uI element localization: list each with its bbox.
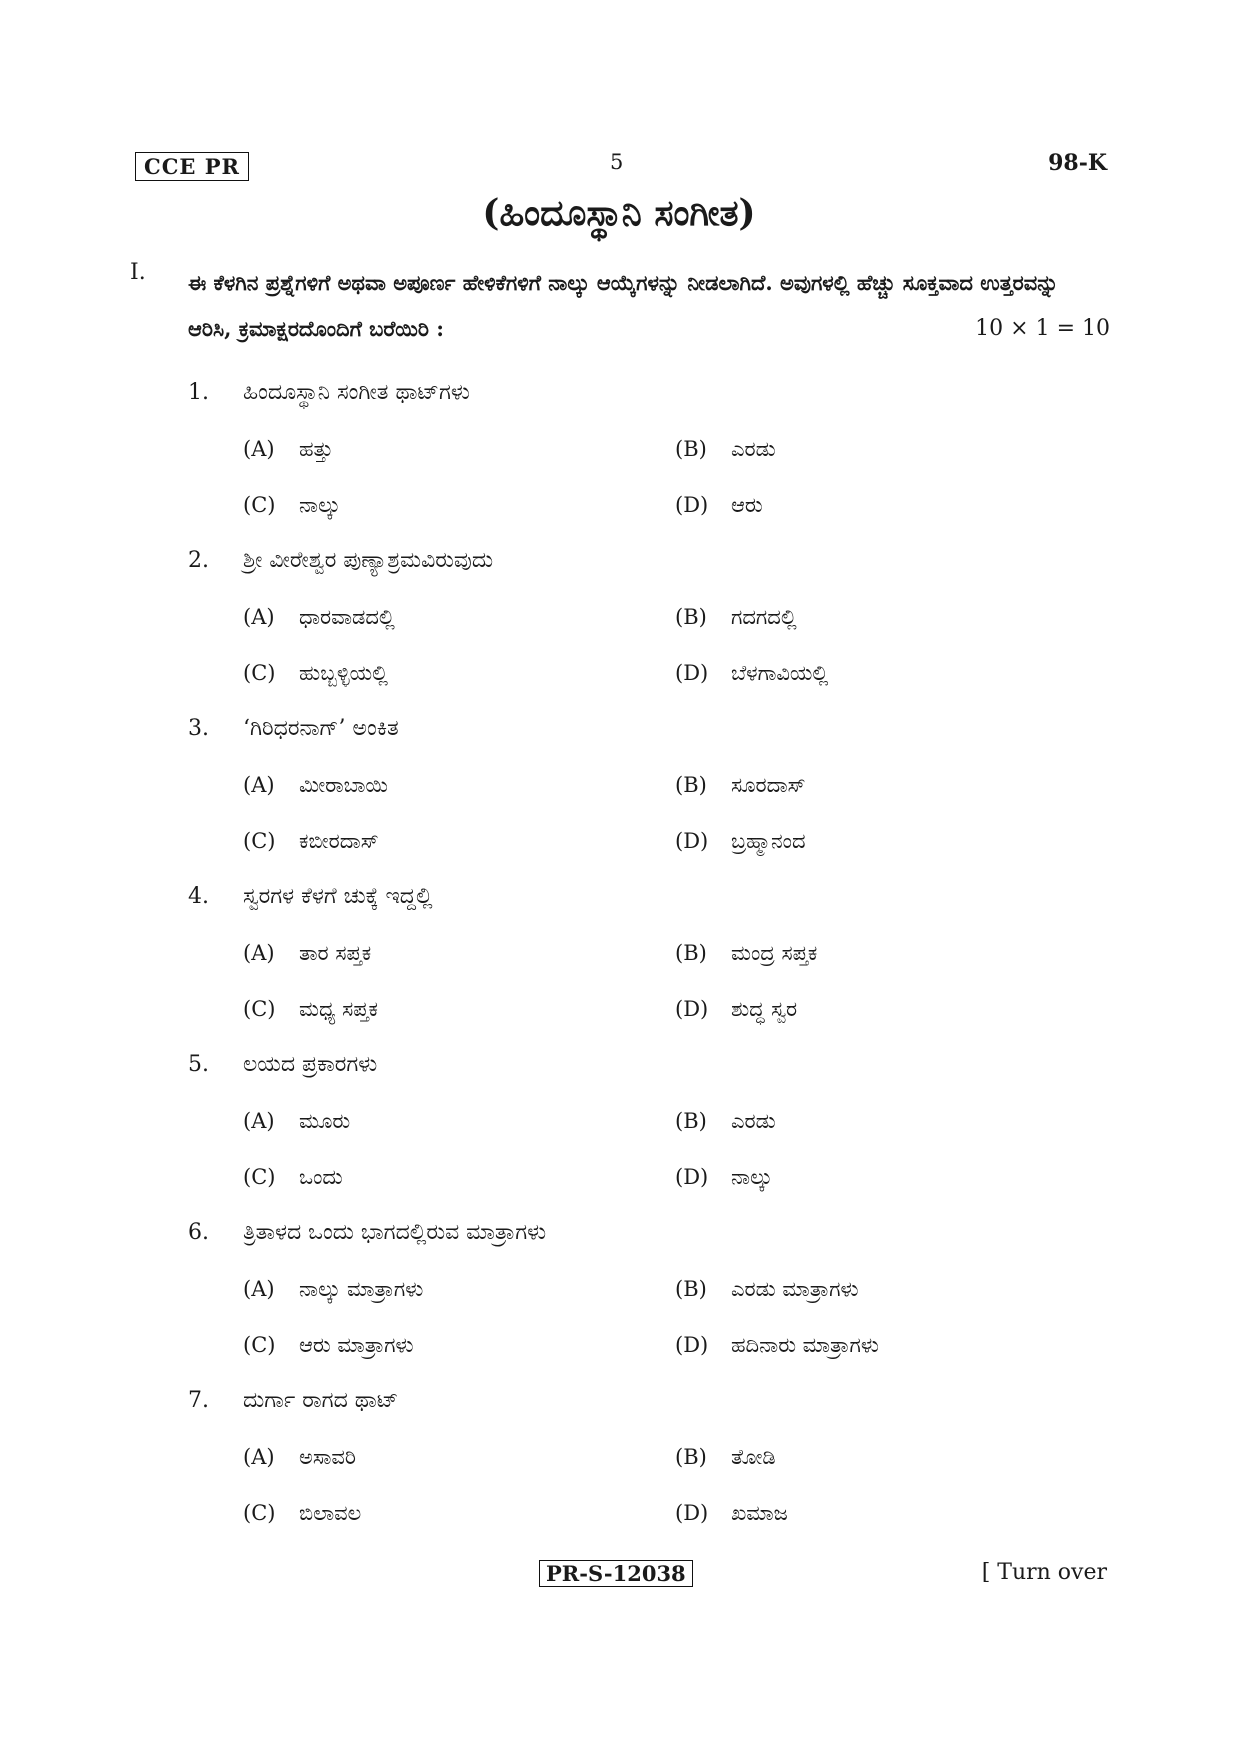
option-label: (C)	[243, 997, 276, 1021]
option-d	[675, 1485, 788, 1541]
question-paper-code: PR-S-12038	[539, 1560, 693, 1587]
option-c	[243, 1149, 343, 1205]
option-text: ಎರಡು ಮಾತ್ರಾಗಳು	[731, 1277, 859, 1301]
option-label: (C)	[243, 1333, 276, 1357]
option-text: ಅಸಾವರಿ	[299, 1445, 356, 1469]
option-text: ನಾಲ್ಕು	[299, 493, 341, 517]
option-text: ಸೂರದಾಸ್	[731, 773, 806, 797]
option-d	[675, 981, 797, 1037]
marks-allocation: 10 × 1 = 10	[975, 316, 1110, 341]
option-label: (C)	[243, 493, 276, 517]
question-list	[188, 365, 1108, 1541]
option-c	[243, 1317, 414, 1373]
option-d	[675, 1317, 879, 1373]
option-text: ಮಂದ್ರ ಸಪ್ತಕ	[731, 941, 818, 965]
question-text: ದುರ್ಗಾ ರಾಗದ ಥಾಟ್	[243, 1388, 399, 1413]
question-1	[188, 365, 1108, 533]
option-text: ಹದಿನಾರು ಮಾತ್ರಾಗಳು	[731, 1333, 879, 1357]
question-5	[188, 1037, 1108, 1205]
option-label: (A)	[243, 605, 275, 629]
question-text: ಸ್ವರಗಳ ಕೆಳಗೆ ಚುಕ್ಕೆ ಇದ್ದಲ್ಲಿ	[243, 884, 433, 909]
option-text: ಮೀರಾಬಾಯಿ	[299, 773, 388, 797]
option-label: (B)	[675, 941, 707, 965]
option-label: (D)	[675, 997, 709, 1021]
option-text: ಬಿಲಾವಲ	[299, 1501, 362, 1525]
option-label: (B)	[675, 605, 707, 629]
option-text: ಖಮಾಜ	[731, 1501, 788, 1525]
option-c	[243, 981, 378, 1037]
question-text: ಹಿಂದೂಸ್ಥಾನಿ ಸಂಗೀತ ಥಾಟ್‌ಗಳು	[243, 380, 470, 405]
option-text: ಒಂದು	[299, 1165, 343, 1189]
question-text: ತ್ರಿತಾಳದ ಒಂದು ಭಾಗದಲ್ಲಿರುವ ಮಾತ್ರಾಗಳು	[243, 1220, 547, 1245]
option-a	[243, 925, 371, 981]
option-b	[675, 589, 797, 645]
option-label: (D)	[675, 1165, 709, 1189]
option-label: (B)	[675, 1445, 707, 1469]
option-b	[675, 1429, 776, 1485]
option-text: ಬೆಳಗಾವಿಯಲ್ಲಿ	[731, 661, 829, 685]
question-number: 1.	[188, 380, 209, 405]
option-label: (B)	[675, 1277, 707, 1301]
option-d	[675, 1149, 772, 1205]
option-label: (C)	[243, 1501, 276, 1525]
option-label: (A)	[243, 1277, 275, 1301]
question-number: 4.	[188, 884, 209, 909]
option-b	[675, 1093, 776, 1149]
question-7	[188, 1373, 1108, 1541]
instruction-text: ಈ ಕೆಳಗಿನ ಪ್ರಶ್ನೆಗಳಿಗೆ ಅಥವಾ ಅಪೂರ್ಣ ಹೇಳಿಕೆಗಳಿಗೆ ನಾಲ್ಕು ಆಯ್ಕೆಗಳನ್ನು ನೀಡಲಾಗಿದೆ. ಅವುಗಳಲ್ಲಿ ಹೆಚ್ಚು ಸೂಕ್ತವಾದ ಉತ್ತರವನ್ನು ಆರಿಸಿ, ಕ್ರಮಾಕ್ಷರದೊಂದಿಗೆ ಬರೆಯಿರಿ :	[188, 270, 1059, 341]
option-label: (C)	[243, 829, 276, 853]
question-number: 6.	[188, 1220, 209, 1245]
question-number: 5.	[188, 1052, 209, 1077]
question-number: 7.	[188, 1388, 209, 1413]
option-d	[675, 813, 806, 869]
option-d	[675, 477, 763, 533]
option-c	[243, 813, 379, 869]
option-text: ತೋಡಿ	[731, 1445, 776, 1469]
option-c	[243, 477, 340, 533]
option-label: (D)	[675, 1333, 709, 1357]
option-text: ಆರು ಮಾತ್ರಾಗಳು	[299, 1333, 414, 1357]
option-text: ಗದಗದಲ್ಲಿ	[731, 605, 797, 629]
option-text: ಹತ್ತು	[299, 437, 334, 461]
exam-code-box: CCE PR	[135, 152, 249, 181]
option-label: (C)	[243, 661, 276, 685]
option-text: ನಾಲ್ಕು ಮಾತ್ರಾಗಳು	[299, 1277, 424, 1301]
option-text: ಆರು	[731, 493, 763, 517]
option-text: ಎರಡು	[731, 437, 776, 461]
option-a	[243, 589, 395, 645]
option-text: ಮೂರು	[299, 1109, 351, 1133]
question-text: ‘ಗಿರಿಧರನಾಗ್’ ಅಂಕಿತ	[243, 716, 399, 741]
option-label: (D)	[675, 493, 709, 517]
page-footer	[135, 1560, 1107, 1596]
option-a	[243, 757, 388, 813]
option-label: (B)	[675, 1109, 707, 1133]
paper-code: 98-K	[1048, 150, 1107, 176]
question-2	[188, 533, 1108, 701]
option-label: (D)	[675, 829, 709, 853]
option-text: ಹುಬ್ಬಳ್ಳಿಯಲ್ಲಿ	[299, 661, 388, 685]
option-label: (A)	[243, 941, 275, 965]
option-text: ಧಾರವಾಡದಲ್ಲಿ	[299, 605, 395, 629]
question-number: 3.	[188, 716, 209, 741]
option-label: (A)	[243, 1445, 275, 1469]
question-3	[188, 701, 1108, 869]
section-number: I.	[130, 260, 146, 285]
option-c	[243, 645, 388, 701]
option-text: ತಾರ ಸಪ್ತಕ	[299, 941, 372, 965]
page-number: 5	[610, 150, 624, 174]
option-text: ಎರಡು	[731, 1109, 776, 1133]
option-d	[675, 645, 828, 701]
question-4	[188, 869, 1108, 1037]
subject-title: (ಹಿಂದೂಸ್ಥಾನಿ ಸಂಗೀತ)	[482, 192, 756, 234]
option-b	[675, 1261, 859, 1317]
option-label: (D)	[675, 1501, 709, 1525]
option-label: (A)	[243, 437, 275, 461]
option-a	[243, 1429, 356, 1485]
option-label: (A)	[243, 773, 275, 797]
question-number: 2.	[188, 548, 209, 573]
question-text: ಶ್ರೀ ವೀರೇಶ್ವರ ಪುಣ್ಯಾಶ್ರಮವಿರುವುದು	[243, 548, 494, 573]
option-label: (B)	[675, 437, 707, 461]
option-a	[243, 1093, 350, 1149]
option-b	[675, 925, 817, 981]
option-label: (B)	[675, 773, 707, 797]
option-text: ಶುದ್ಧ ಸ್ವರ	[731, 997, 798, 1021]
option-label: (C)	[243, 1165, 276, 1189]
option-a	[243, 421, 333, 477]
option-label: (D)	[675, 661, 709, 685]
option-a	[243, 1261, 423, 1317]
option-c	[243, 1485, 361, 1541]
option-text: ನಾಲ್ಕು	[731, 1165, 773, 1189]
option-label: (A)	[243, 1109, 275, 1133]
question-6	[188, 1205, 1108, 1373]
option-b	[675, 757, 806, 813]
page-header	[135, 150, 1107, 190]
option-text: ಕಬೀರದಾಸ್	[299, 829, 379, 853]
option-b	[675, 421, 776, 477]
question-text: ಲಯದ ಪ್ರಕಾರಗಳು	[243, 1052, 378, 1077]
option-text: ಮಧ್ಯ ಸಪ್ತಕ	[299, 997, 378, 1021]
option-text: ಬ್ರಹ್ಮಾನಂದ	[731, 829, 806, 853]
turn-over-note: [ Turn over	[981, 1560, 1107, 1585]
